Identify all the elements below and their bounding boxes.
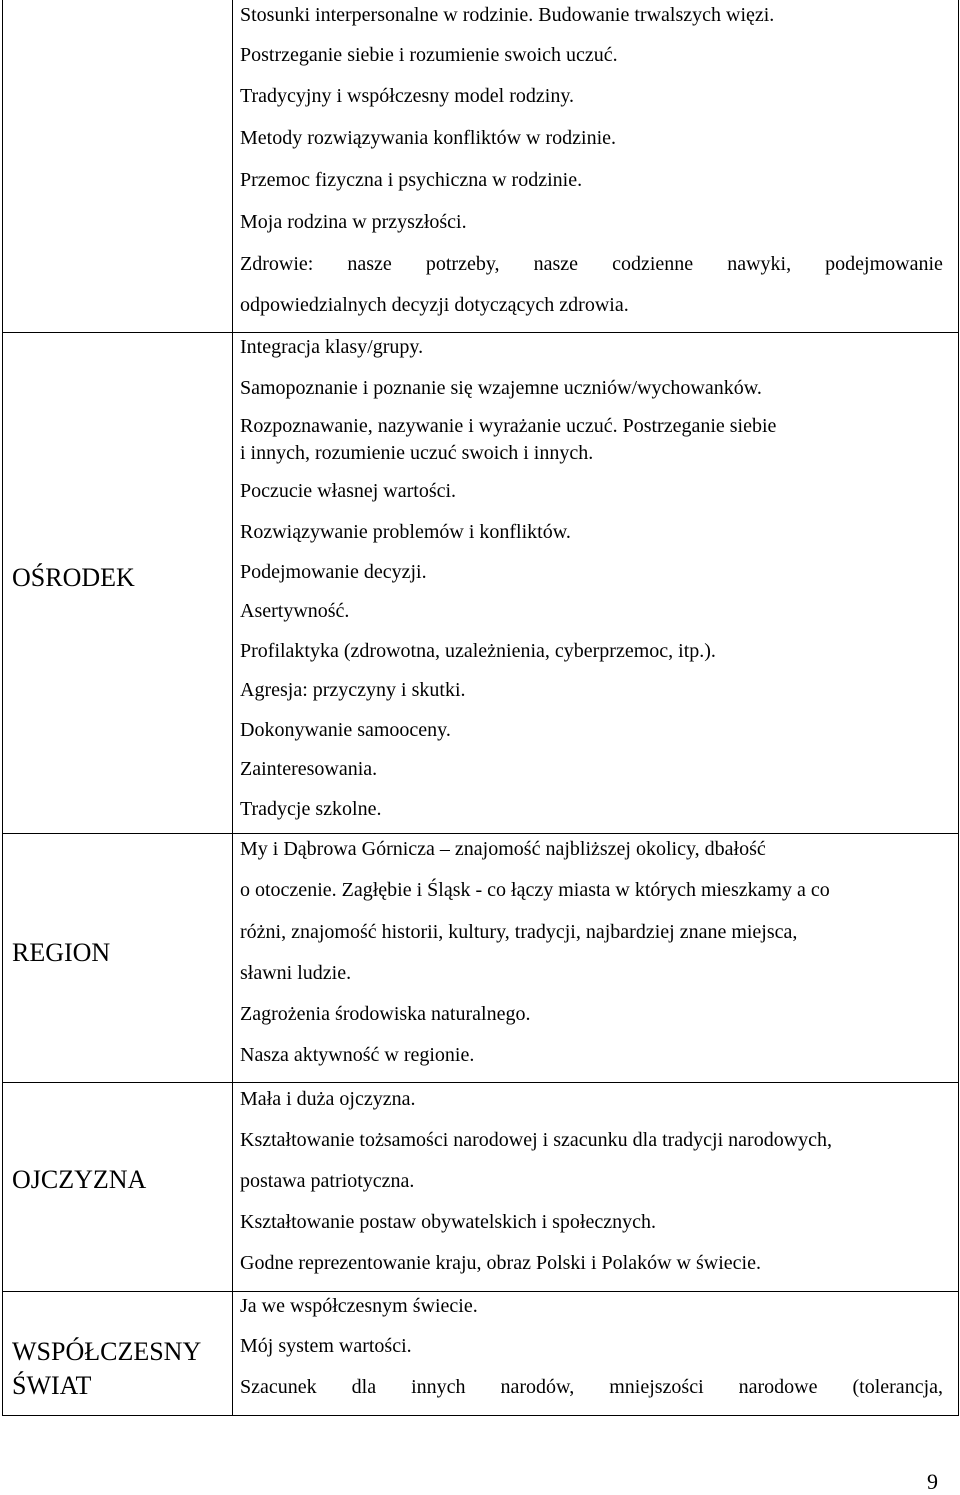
category-cell-family: [2, 0, 233, 333]
list-item: Mała i duża ojczyzna.: [240, 1088, 416, 1110]
list-item: Zagrożenia środowiska naturalnego.: [240, 1003, 531, 1025]
list-item: Integracja klasy/grupy.: [240, 336, 424, 358]
category-cell-ojczyzna: [2, 1082, 233, 1292]
list-item: Mój system wartości.: [240, 1335, 412, 1357]
list-item: Moja rodzina w przyszłości.: [240, 211, 467, 233]
list-item: Tradycyjny i współczesny model rodziny.: [240, 85, 575, 107]
category-label: OJCZYZNA: [12, 1165, 147, 1194]
category-cell-region: [2, 833, 233, 1083]
content-cell-osrodek: [232, 332, 959, 834]
list-item: Godne reprezentowanie kraju, obraz Polski i Polaków w świecie.: [240, 1252, 761, 1274]
list-item: Rozwiązywanie problemów i konfliktów.: [240, 521, 571, 543]
list-item: Ja we współczesnym świecie.: [240, 1295, 478, 1317]
page-number: 9: [927, 1469, 938, 1494]
category-cell-wspolczesny-swiat: [2, 1291, 233, 1416]
content-cell-wspolczesny-swiat: [232, 1291, 959, 1416]
list-item: Poczucie własnej wartości.: [240, 480, 457, 502]
list-item-justified: Szacunek dla innych narodów, mniejszości narodowe (tolerancja,: [240, 1376, 943, 1398]
list-item: różni, znajomość historii, kultury, tradycji, najbardziej znane miejsca,: [240, 921, 798, 943]
list-item: My i Dąbrowa Górnicza – znajomość najbliższej okolicy, dbałość: [240, 838, 766, 860]
list-item: Asertywność.: [240, 600, 350, 622]
content-cell-ojczyzna: [232, 1082, 959, 1292]
list-item: sławni ludzie.: [240, 962, 352, 984]
list-item: Kształtowanie postaw obywatelskich i społecznych.: [240, 1211, 656, 1233]
list-item: Rozpoznawanie, nazywanie i wyrażanie uczuć. Postrzeganie siebie: [240, 415, 777, 437]
category-label: REGION: [12, 938, 111, 967]
category-cell-osrodek: [2, 332, 233, 834]
list-item: Zainteresowania.: [240, 758, 378, 780]
list-item: Podejmowanie decyzji.: [240, 561, 427, 583]
list-item: Profilaktyka (zdrowotna, uzależnienia, cyberprzemoc, itp.).: [240, 640, 716, 662]
list-item: Przemoc fizyczna i psychiczna w rodzinie.: [240, 169, 583, 191]
list-item-justified: Zdrowie: nasze potrzeby, nasze codzienne nawyki, podejmowanie: [240, 253, 943, 275]
category-label-line2: ŚWIAT: [12, 1371, 92, 1400]
list-item: Tradycje szkolne.: [240, 798, 382, 820]
category-label: OŚRODEK: [12, 563, 135, 592]
list-item: Nasza aktywność w regionie.: [240, 1044, 475, 1066]
list-item: o otoczenie. Zagłębie i Śląsk - co łączy miasta w których mieszkamy a co: [240, 879, 830, 901]
list-item: Dokonywanie samooceny.: [240, 719, 451, 741]
list-item: Postrzeganie siebie i rozumienie swoich uczuć.: [240, 44, 618, 66]
list-item: i innych, rozumienie uczuć swoich i innych.: [240, 442, 594, 464]
list-item: Kształtowanie tożsamości narodowej i szacunku dla tradycji narodowych,: [240, 1129, 833, 1151]
list-item: postawa patriotyczna.: [240, 1170, 415, 1192]
list-item: odpowiedzialnych decyzji dotyczących zdrowia.: [240, 294, 629, 316]
content-cell-region: [232, 833, 959, 1083]
list-item: Samopoznanie i poznanie się wzajemne uczniów/wychowanków.: [240, 377, 762, 399]
content-cell-family: [232, 0, 959, 333]
category-label-line1: WSPÓŁCZESNY: [12, 1337, 202, 1366]
list-item: Stosunki interpersonalne w rodzinie. Budowanie trwalszych więzi.: [240, 4, 775, 26]
list-item: Metody rozwiązywania konfliktów w rodzinie.: [240, 127, 617, 149]
list-item: Agresja: przyczyny i skutki.: [240, 679, 466, 701]
